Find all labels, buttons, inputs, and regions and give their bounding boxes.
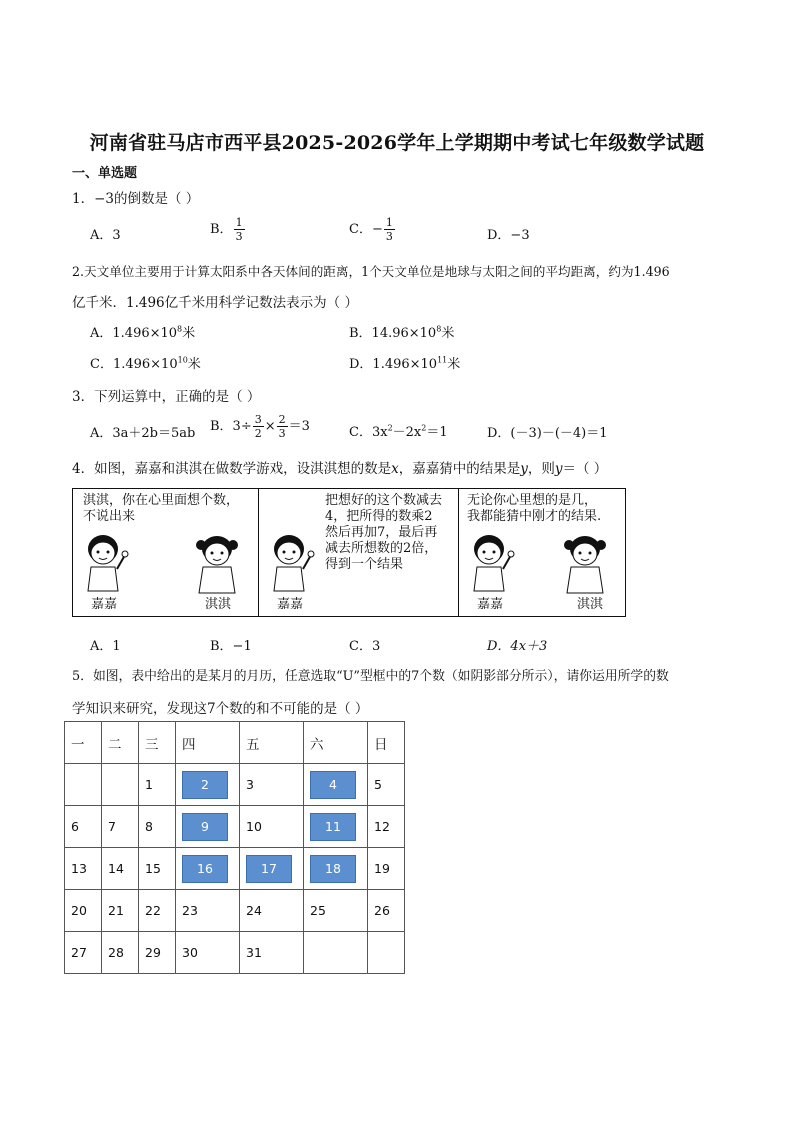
q1-option-c: C．− $\frac{1}{3}$ [349, 216, 393, 243]
calendar-table [64, 721, 405, 974]
calendar-day-number: 30 [182, 945, 198, 960]
q1-option-d: D．−3 [487, 228, 530, 243]
q4-stem: 4．如图，嘉嘉和淇淇在做数学游戏，设淇淇想的数是x，嘉嘉猜中的结果是y，则y＝（ ） [72, 461, 608, 477]
calendar-day-cell [65, 890, 102, 932]
calendar-day-number: 25 [310, 903, 326, 918]
panel2-speech: 把想好的这个数减去 4，把所得的数乘2 然后再加7，最后再 减去所想数的2倍， 得到一个结果 [325, 493, 443, 572]
page-title: 河南省驻马店市西平县2025-2026学年上学期期中考试七年级数学试题 [89, 132, 705, 154]
u-frame-highlight-cell: 4 [310, 771, 356, 799]
u-frame-highlight-cell: 11 [310, 813, 356, 841]
calendar-day-cell [304, 932, 368, 974]
calendar-header-cell: 六 [304, 722, 368, 764]
calendar-day-cell [240, 932, 304, 974]
q4-option-a: A．1 [90, 639, 121, 654]
girl-illustration [559, 531, 611, 597]
boy-illustration [467, 529, 517, 597]
calendar-day-number: 20 [71, 903, 87, 918]
calendar-header-cell: 五 [240, 722, 304, 764]
calendar-week-row [65, 806, 405, 848]
calendar-day-cell [304, 764, 368, 806]
u-frame-highlight-cell: 17 [246, 855, 292, 883]
calendar-day-cell [240, 890, 304, 932]
calendar-day-number: 23 [182, 903, 198, 918]
calendar-day-number: 28 [108, 945, 124, 960]
calendar-day-cell [102, 806, 139, 848]
calendar-day-cell [176, 932, 240, 974]
u-frame-highlight-cell: 9 [182, 813, 228, 841]
q3-option-b: B．3÷ $\frac{3}{2}$ × $\frac{2}{3}$ ＝3 [210, 413, 310, 440]
name-boy: 嘉嘉 [91, 597, 118, 612]
q4-option-b: B．−1 [210, 639, 252, 654]
panel1-speech: 淇淇，你在心里面想个数， 不说出来 [83, 493, 240, 524]
q3-stem: 3．下列运算中，正确的是（ ） [72, 389, 261, 405]
calendar-header-row [65, 722, 405, 764]
calendar-day-number: 8 [145, 819, 153, 834]
calendar-day-number: 15 [145, 861, 161, 876]
calendar-day-cell [139, 806, 176, 848]
calendar-day-number: 14 [108, 861, 124, 876]
calendar-day-number: 27 [71, 945, 87, 960]
calendar-day-number: 19 [374, 861, 390, 876]
q4-option-c: C．3 [349, 639, 381, 654]
comic-panel-1 [73, 489, 259, 616]
calendar-day-cell [176, 890, 240, 932]
calendar-day-number: 29 [145, 945, 161, 960]
q3-option-c: C．$3x^2-2x^2=1$ [349, 423, 448, 440]
calendar-day-cell [102, 848, 139, 890]
panel3-speech: 无论你心里想的是几， 我都能猜中刚才的结果. [467, 493, 602, 524]
calendar-header-cell: 一 [65, 722, 102, 764]
calendar-header-cell: 二 [102, 722, 139, 764]
calendar-day-cell [176, 806, 240, 848]
q2-option-b: B．$14.96\times 10^8$米 [349, 324, 455, 341]
calendar-day-cell [240, 764, 304, 806]
calendar-week-row [65, 764, 405, 806]
calendar-day-number: 31 [246, 945, 262, 960]
calendar-day-cell [304, 848, 368, 890]
calendar-day-cell [304, 890, 368, 932]
calendar-day-cell [65, 806, 102, 848]
comic-panel-2 [259, 489, 459, 616]
section-heading: 一、单选题 [72, 166, 138, 181]
calendar-day-cell [304, 806, 368, 848]
q2-stem-line2: 亿千米．1.496亿千米用科学记数法表示为（ ） [72, 295, 358, 311]
calendar-day-cell [368, 890, 405, 932]
calendar-day-number: 5 [374, 777, 382, 792]
q5-stem-line2: 学知识来研究，发现这7个数的和不可能的是（ ） [72, 701, 369, 717]
calendar-day-number: 1 [145, 777, 153, 792]
calendar-day-number: 21 [108, 903, 124, 918]
calendar-day-number: 26 [374, 903, 390, 918]
calendar-day-cell [139, 890, 176, 932]
name-girl: 淇淇 [577, 597, 604, 612]
q2-option-c: C．$1.496\times 10^{10}$米 [90, 355, 201, 372]
calendar-day-cell [368, 848, 405, 890]
q4-option-d: D．4x＋3 [487, 639, 548, 654]
q3-option-d: D．(－3)－(－4)＝1 [487, 426, 608, 441]
q2-option-d: D．$1.496\times 10^{11}$米 [349, 355, 461, 372]
calendar-day-number: 10 [246, 819, 262, 834]
calendar-day-cell [102, 890, 139, 932]
name-boy: 嘉嘉 [477, 597, 504, 612]
calendar-day-number: 3 [246, 777, 254, 792]
comic-figure [72, 488, 626, 617]
calendar-day-cell [139, 932, 176, 974]
q3-option-a: A．3a＋2b＝5ab [90, 426, 196, 441]
comic-panel-3 [459, 489, 625, 616]
calendar-day-number: 7 [108, 819, 116, 834]
calendar-week-row [65, 890, 405, 932]
boy-illustration [81, 529, 131, 597]
calendar-day-cell [368, 806, 405, 848]
calendar-day-cell [176, 764, 240, 806]
calendar-day-cell [176, 848, 240, 890]
calendar-week-row [65, 848, 405, 890]
calendar-day-number: 24 [246, 903, 262, 918]
boy-illustration [267, 529, 317, 597]
calendar-day-cell [368, 764, 405, 806]
calendar-day-cell [240, 848, 304, 890]
q1-option-b: B． $\frac{1}{3}$ [210, 216, 243, 243]
calendar-day-number: 22 [145, 903, 161, 918]
calendar-day-number: 6 [71, 819, 79, 834]
calendar-header-cell: 三 [139, 722, 176, 764]
calendar-day-cell [139, 848, 176, 890]
calendar-day-number: 13 [71, 861, 87, 876]
u-frame-highlight-cell: 18 [310, 855, 356, 883]
q2-stem-line1: 2.天文单位主要用于计算太阳系中各天体间的距离，1个天文单位是地球与太阳之间的平均距离，约为1.496 [72, 264, 670, 279]
name-girl: 淇淇 [205, 597, 232, 612]
calendar-day-number: 12 [374, 819, 390, 834]
girl-illustration [191, 531, 243, 597]
calendar-day-cell [240, 806, 304, 848]
name-boy: 嘉嘉 [277, 597, 304, 612]
calendar-header-cell: 日 [368, 722, 405, 764]
calendar-header-cell: 四 [176, 722, 240, 764]
q2-option-a: A．$1.496\times 10^8$米 [90, 324, 196, 341]
calendar-day-cell [139, 764, 176, 806]
calendar-day-cell [102, 932, 139, 974]
calendar-day-cell [102, 764, 139, 806]
calendar-week-row [65, 932, 405, 974]
calendar-day-cell [65, 848, 102, 890]
u-frame-highlight-cell: 16 [182, 855, 228, 883]
calendar-day-cell [65, 764, 102, 806]
q1-option-a: A．3 [90, 228, 121, 243]
calendar-day-cell [65, 932, 102, 974]
calendar-day-cell [368, 932, 405, 974]
u-frame-highlight-cell: 2 [182, 771, 228, 799]
q1-stem: 1．−3的倒数是（ ） [72, 191, 200, 207]
q5-stem-line1: 5．如图，表中给出的是某月的月历，任意选取“U”型框中的7个数（如阴影部分所示），请你运用所学的数 [72, 669, 669, 684]
